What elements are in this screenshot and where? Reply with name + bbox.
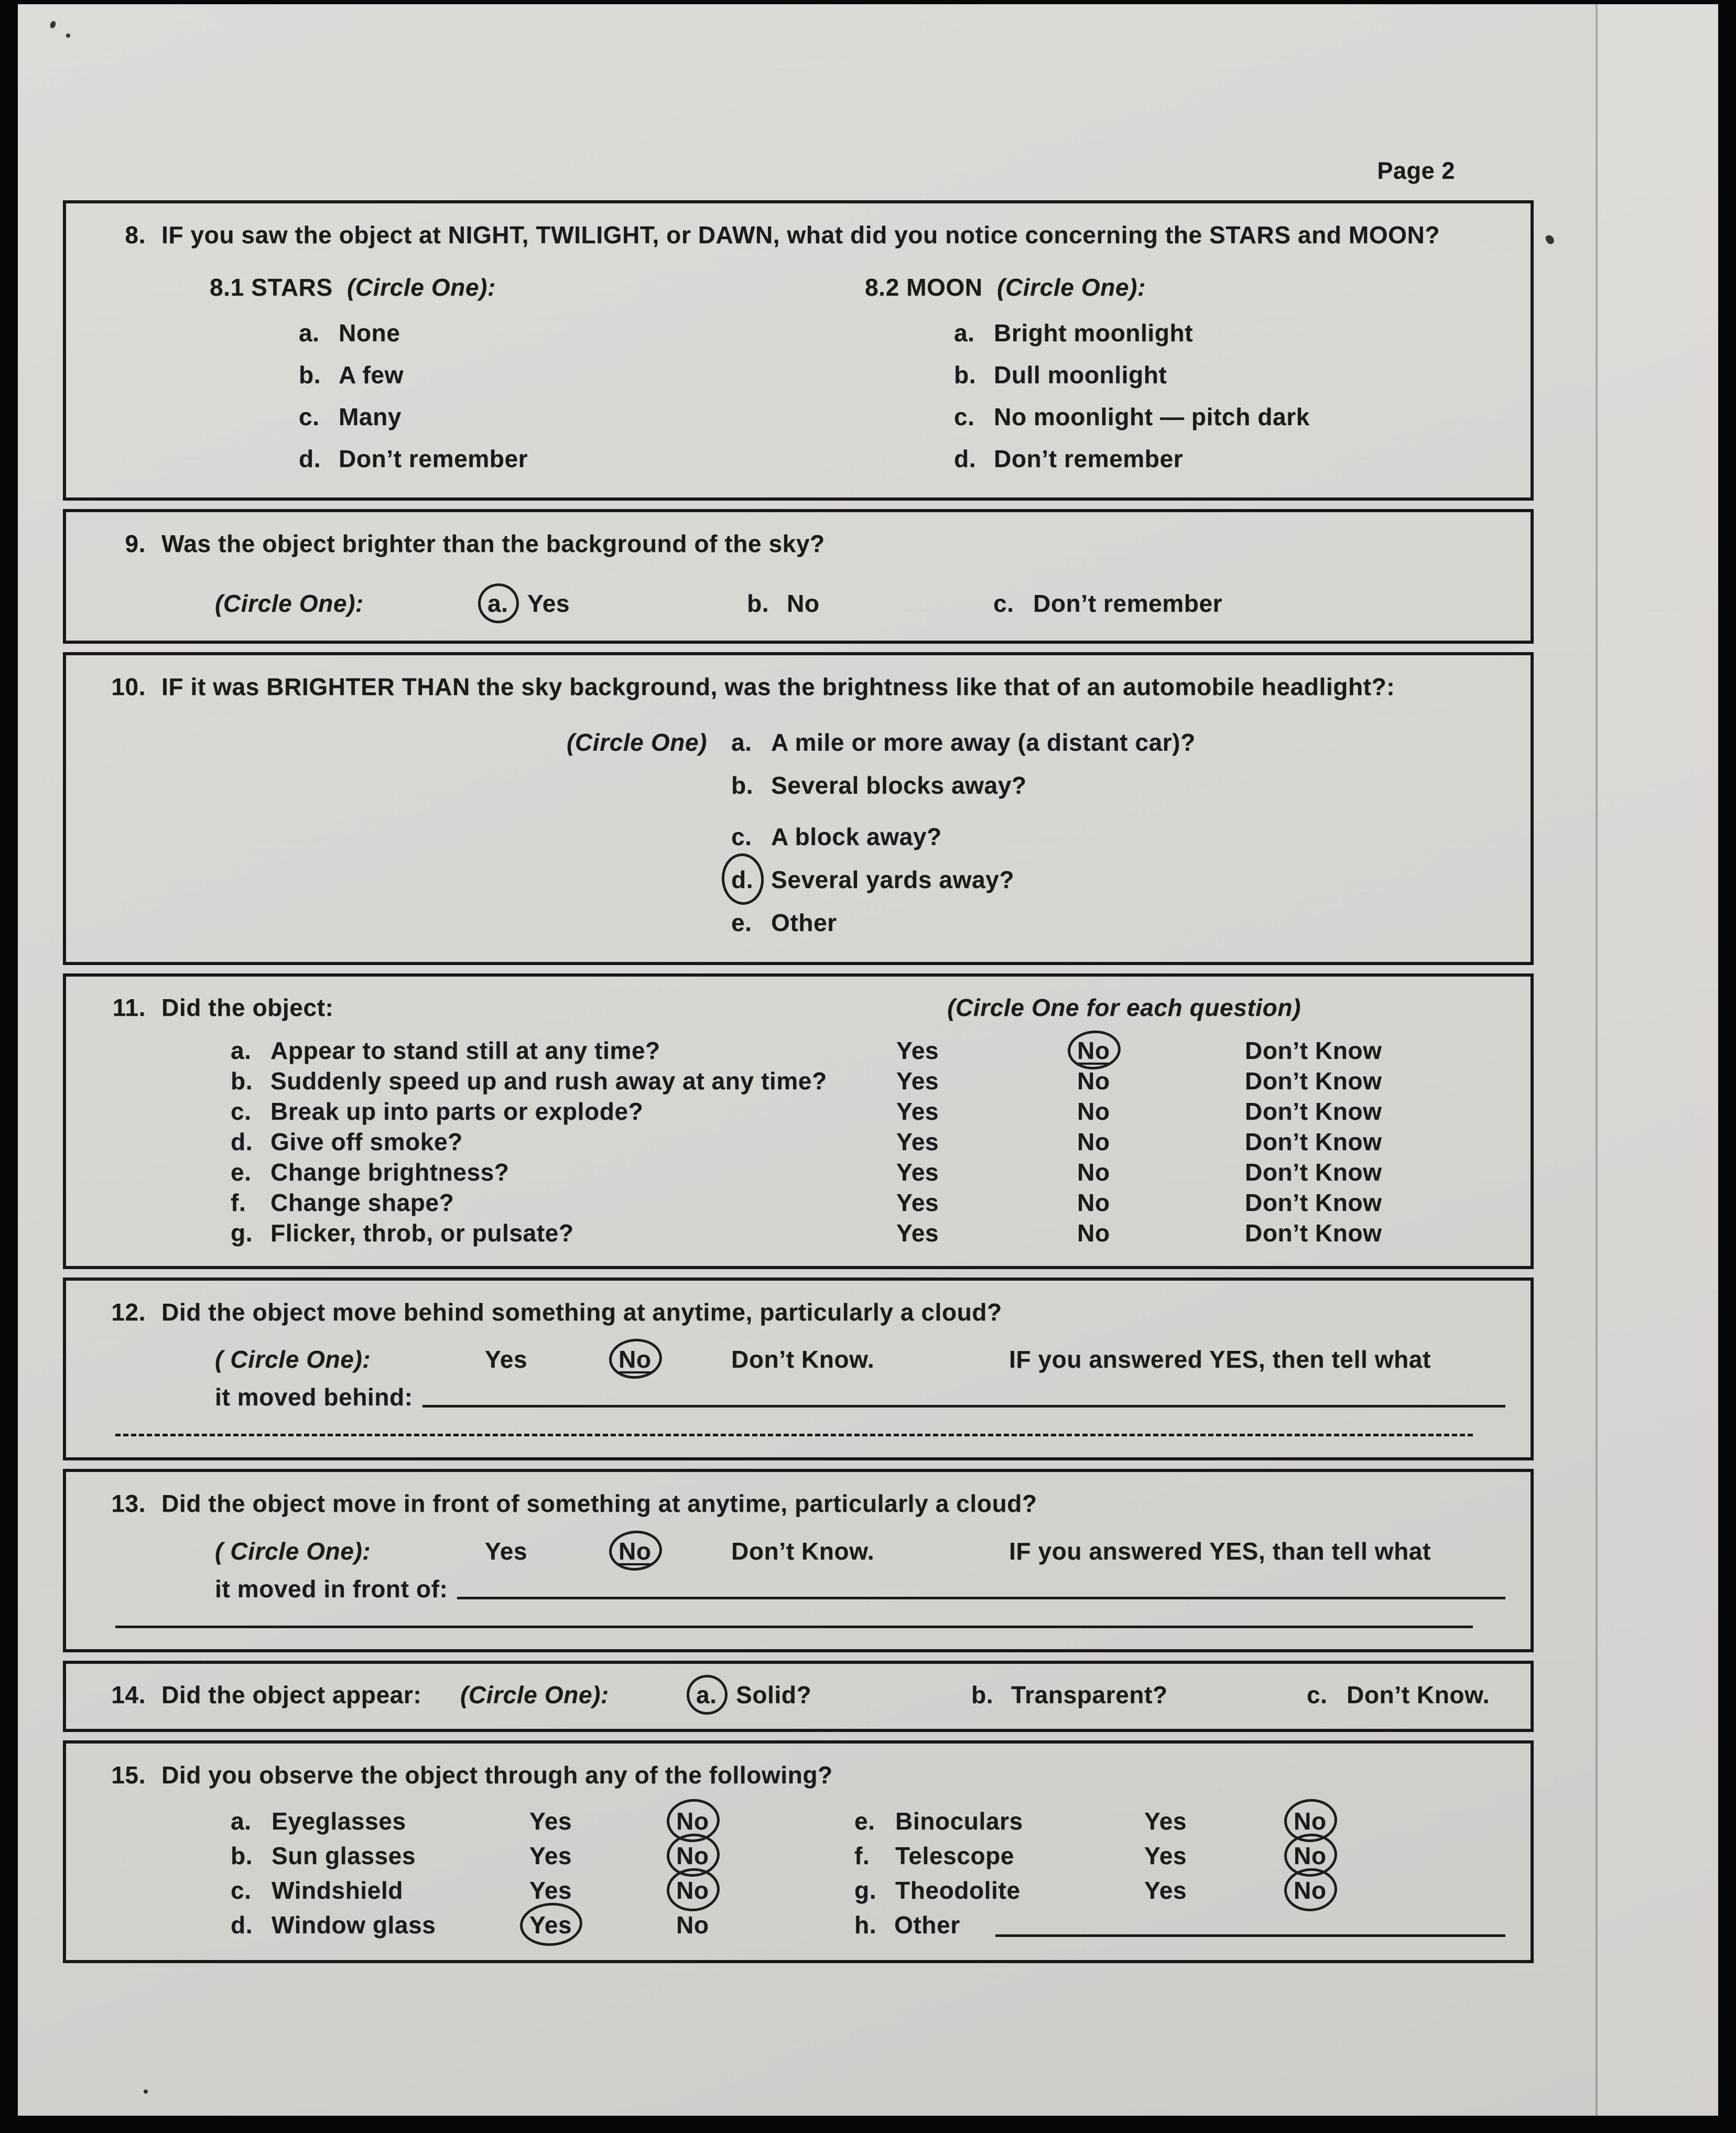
answer-yes: Yes [896,1128,939,1155]
circled-answer-mark: No [619,1344,652,1375]
fill-in-line [995,1908,1505,1937]
q9-option-b [747,588,993,620]
option-letter: b. [299,361,321,388]
answer-yes: Yes [896,1036,939,1064]
q10-number: 10. [111,673,146,701]
scan-speck [144,2089,148,2094]
option-letter: a. [954,319,975,347]
option-label: Bright moonlight [994,319,1194,347]
circle-one-label: (Circle One): [460,1681,609,1709]
option-letter: a. [731,728,752,756]
q10-option [567,721,1510,764]
q15-row-eyeglasses [231,1804,854,1838]
row-label: Break up into parts or explode? [270,1097,644,1125]
answer-yes: Yes [529,1842,572,1869]
answer-no: No [1077,1188,1110,1216]
section-q10 [63,652,1534,965]
option-label: Don’t remember [1033,590,1223,618]
option-label: Transparent? [1011,1681,1168,1709]
q15-question-text: Did you observe the object through any of the following? [161,1761,833,1789]
answer-dont-know: Don’t Know [1245,1067,1382,1095]
row-label: Change brightness? [270,1158,509,1186]
section-q13 [63,1469,1534,1652]
answer-no: No [1077,1158,1110,1186]
answer-yes [529,1908,676,1942]
option-label: Yes [527,590,570,618]
option-letter: b. [747,590,769,618]
q9-question-text: Was the object brighter than the background of the sky? [161,529,825,557]
row-letter: b. [231,1842,253,1869]
circled-answer-mark: No [1294,1804,1327,1838]
q8-moon-heading: 8.2 MOON [865,273,983,301]
answer-yes: Yes [896,1097,939,1125]
section-q11 [63,973,1534,1269]
page-number: Page 2 [1377,157,1455,184]
circled-answer-mark: a. [487,588,508,620]
circled-answer-mark: No [676,1804,709,1838]
q8-stars-option [299,396,865,438]
option-label: Many [339,403,402,430]
circled-answer-mark: No [676,1873,709,1908]
section-q15 [63,1740,1534,1963]
q8-moon-column [865,273,1510,480]
answer-yes: Yes [896,1188,939,1216]
q8-moon-option [954,312,1510,354]
option-label: No moonlight — pitch dark [994,403,1310,430]
answer-no [1077,1035,1245,1066]
q12-number: 12. [111,1298,146,1326]
answer-dont-know: Don’t Know [1245,1158,1382,1186]
option-letter: a. [299,319,320,347]
row-label: Window glass [272,1911,436,1939]
q15-row-binoculars [854,1804,1510,1838]
option-letter: c. [954,403,975,430]
q14-option-a [696,1680,971,1711]
q9-number: 9. [125,529,146,557]
q13-note: IF you answered YES, than tell what [1009,1538,1431,1565]
q15-row-telescope [854,1838,1510,1873]
q10-option [731,815,1510,858]
q14-number: 14. [111,1681,146,1709]
q11-question-text: Did the object: [161,993,334,1021]
scan-speck [49,20,57,29]
q15-left-column [231,1804,854,1942]
answer-no: No [1077,1219,1110,1247]
option-letter: d. [954,445,976,472]
q8-moon-option [954,396,1510,438]
section-q12 [63,1277,1534,1461]
row-label: Appear to stand still at any time? [270,1036,660,1064]
answer-no [676,1838,854,1873]
answer-no [1294,1838,1510,1873]
q8-moon-option [954,438,1510,480]
circled-answer-mark: a. [696,1680,717,1711]
option-label: Other [771,908,837,936]
q11-row-d [231,1127,1510,1157]
fill-in-line [457,1573,1505,1599]
row-label: Windshield [272,1876,403,1904]
fill-in-line [115,1434,1473,1436]
circle-one-label: (Circle One): [347,273,496,301]
answer-no [1294,1804,1510,1838]
section-q14 [63,1661,1534,1732]
row-label: Suddenly speed up and rush away at any time? [270,1067,827,1095]
option-label: No [787,590,820,618]
option-letter: e. [731,908,752,936]
circled-answer-mark: d. [731,858,753,901]
q11-row-a [231,1035,1510,1066]
answer-yes: Yes [896,1158,939,1186]
q14-question-text: Did the object appear: [161,1681,422,1709]
option-letter: d. [299,445,321,472]
q11-row-g [231,1218,1510,1248]
row-letter: h. [854,1911,877,1939]
answer-no [619,1535,731,1567]
row-label: Theodolite [895,1876,1021,1904]
q8-number: 8. [125,221,146,248]
answer-dont-know: Don’t Know. [731,1538,875,1565]
row-letter: e. [231,1158,252,1186]
answer-yes: Yes [485,1538,528,1565]
q8-stars-heading: 8.1 STARS [210,273,333,301]
option-label: A few [339,361,404,388]
answer-dont-know: Don’t Know [1245,1128,1382,1155]
row-letter: a. [231,1036,252,1064]
row-label: Flicker, throb, or pulsate? [270,1219,574,1247]
answer-yes: Yes [1144,1842,1187,1869]
answer-dont-know: Don’t Know [1245,1097,1382,1125]
answer-yes: Yes [896,1067,939,1095]
answer-dont-know: Don’t Know [1245,1036,1382,1064]
circle-one-label: ( Circle One): [215,1538,371,1565]
scanned-paper-sheet [18,4,1718,2116]
q10-option [731,901,1510,944]
q9-option-a [487,588,747,620]
option-label: A block away? [771,822,942,850]
q12-question-text: Did the object move behind something at anytime, particularly a cloud? [161,1298,1002,1326]
q11-row-e [231,1157,1510,1187]
option-letter: c. [731,822,752,850]
q13-number: 13. [111,1490,146,1518]
q8-stars-option [299,312,865,354]
row-label: Telescope [895,1842,1014,1869]
q13-note-2: it moved in front of: [215,1575,448,1603]
answer-no [676,1804,854,1838]
option-label: Don’t remember [339,445,528,472]
answer-no [619,1344,731,1375]
row-label: Change shape? [270,1188,454,1216]
row-letter: d. [231,1911,253,1939]
q11-row-f [231,1187,1510,1218]
answer-yes: Yes [529,1876,572,1904]
row-letter: b. [231,1067,253,1095]
circled-answer-mark: No [676,1838,709,1873]
q12-note-2: it moved behind: [215,1383,413,1411]
option-label: Several yards away? [771,865,1015,893]
row-label: Give off smoke? [270,1128,463,1155]
option-letter: c. [1307,1681,1328,1709]
row-letter: f. [854,1842,870,1869]
option-label: Don’t remember [994,445,1184,472]
circled-answer-mark: Yes [529,1908,572,1942]
q15-number: 15. [111,1761,146,1789]
row-label: Other [894,1911,960,1939]
row-letter: f. [231,1188,246,1216]
q15-row-sun-glasses [231,1838,854,1873]
answer-no: No [1077,1097,1110,1125]
circled-answer-mark: No [1294,1838,1327,1873]
option-label: Several blocks away? [771,771,1027,799]
q11-row-b [231,1066,1510,1096]
scan-speck [1544,234,1555,246]
q14-option-b [971,1680,1307,1711]
answer-yes: Yes [529,1807,572,1835]
circle-one-label: (Circle One) [567,728,707,756]
q8-moon-option [954,354,1510,396]
circled-answer-mark: No [619,1535,652,1567]
fill-in-line [115,1626,1473,1628]
answer-yes: Yes [896,1219,939,1247]
circle-one-label: (Circle One): [215,590,364,618]
answer-no: No [676,1911,709,1939]
option-letter: c. [993,590,1014,618]
answer-yes: Yes [1144,1876,1187,1904]
option-label: None [339,319,400,347]
q8-question-text: IF you saw the object at NIGHT, TWILIGHT, or DAWN, what did you notice concerning the STARS and MOON? [161,221,1440,248]
option-letter: b. [971,1681,994,1709]
option-label: A mile or more away (a distant car)? [771,728,1196,756]
answer-no [676,1873,854,1908]
row-letter: e. [854,1807,875,1835]
row-letter: g. [854,1876,877,1904]
q13-question-text: Did the object move in front of something at anytime, particularly a cloud? [161,1490,1037,1518]
answer-dont-know: Don’t Know [1245,1219,1382,1247]
q15-right-column [854,1804,1510,1942]
circle-one-label: (Circle One): [997,273,1146,301]
q11-row-c [231,1096,1510,1127]
answer-no: No [1077,1067,1110,1095]
row-letter: c. [231,1876,252,1904]
answer-no: No [1077,1128,1110,1155]
option-label: Dull moonlight [994,361,1167,388]
option-label: Solid? [736,1681,812,1709]
row-letter: c. [231,1097,252,1125]
option-label: Don’t Know. [1347,1681,1490,1709]
row-letter: g. [231,1219,253,1247]
page-edge-shade [1598,4,1718,2116]
option-letter: b. [954,361,976,388]
q15-row-window-glass [231,1908,854,1942]
section-q9 [63,509,1534,644]
row-letter: a. [231,1807,252,1835]
q14-option-c [1307,1680,1490,1711]
scan-speck [66,34,70,38]
q15-row-theodolite [854,1873,1510,1908]
q8-stars-column [210,273,865,480]
option-letter: c. [299,403,320,430]
q10-question-text: IF it was BRIGHTER THAN the sky background, was the brightness like that of an automobile headlight?: [161,673,1395,701]
circle-one-label: (Circle One for each question) [947,993,1301,1021]
form-content [63,157,1534,1972]
q12-note: IF you answered YES, then tell what [1009,1346,1431,1373]
answer-no [1294,1873,1510,1908]
row-label: Eyeglasses [272,1807,406,1835]
row-letter: d. [231,1128,253,1155]
answer-yes: Yes [1144,1807,1187,1835]
q10-option [731,858,1510,901]
answer-dont-know: Don’t Know. [731,1346,875,1373]
q8-stars-option [299,438,865,480]
q10-option [731,764,1510,807]
q9-option-c [993,588,1222,620]
section-q8 [63,200,1534,501]
row-label: Binoculars [895,1807,1023,1835]
answer-yes: Yes [485,1346,528,1373]
fill-in-line [422,1381,1505,1407]
circled-answer-mark: No [1294,1873,1327,1908]
q8-stars-option [299,354,865,396]
circle-one-label: ( Circle One): [215,1346,371,1373]
row-label: Sun glasses [272,1842,416,1869]
q11-number: 11. [112,993,146,1021]
q15-row-other [854,1908,1510,1942]
option-letter: b. [731,771,754,799]
q15-row-windshield [231,1873,854,1908]
answer-dont-know: Don’t Know [1245,1188,1382,1216]
circled-answer-mark: No [1077,1035,1110,1066]
